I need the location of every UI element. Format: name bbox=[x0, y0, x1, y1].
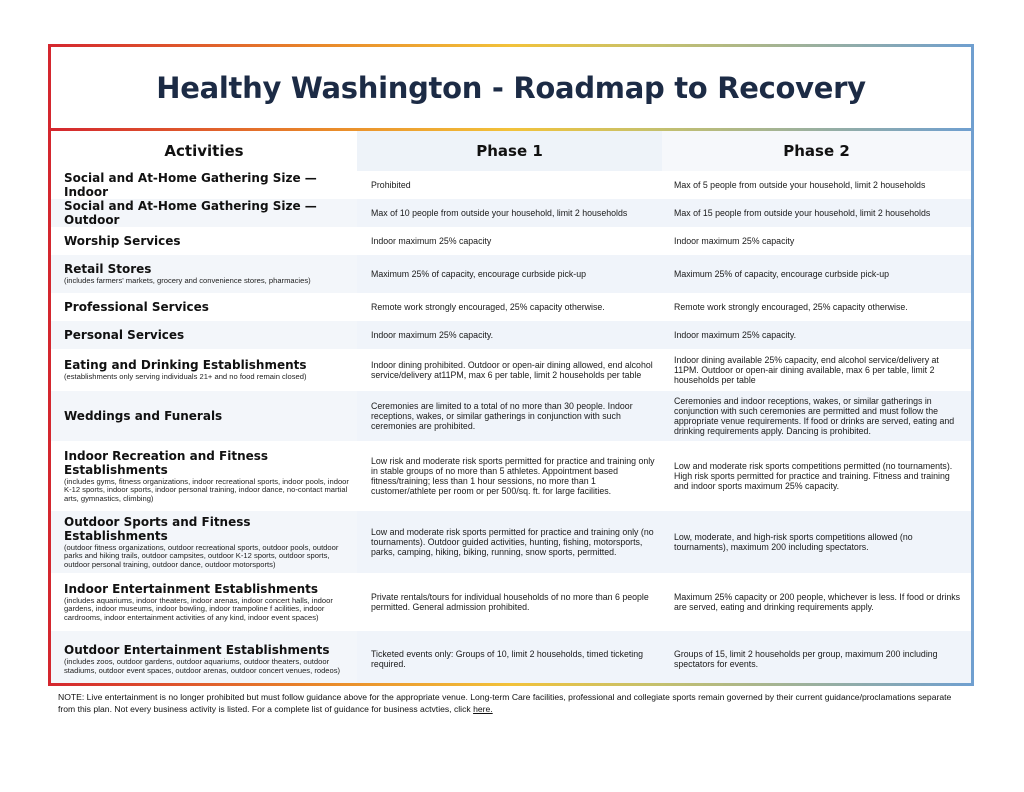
activity-cell bbox=[51, 349, 357, 391]
phase-1-text: Private rentals/tours for individual households of no more than 6 people permitted. General admission prohibited. bbox=[371, 591, 649, 612]
phase-2-cell bbox=[662, 171, 971, 199]
activity-name: Indoor Recreation and Fitness Establishments bbox=[64, 448, 269, 477]
activity-cell bbox=[51, 441, 357, 511]
phase-1-cell bbox=[357, 171, 662, 199]
activity-name: Social and At-Home Gathering Size — Outdoor bbox=[64, 199, 317, 227]
phase-2-text: Remote work strongly encouraged, 25% capacity otherwise. bbox=[674, 301, 908, 312]
phase-1-text: Prohibited bbox=[371, 179, 411, 190]
table-body bbox=[51, 171, 971, 683]
table-row bbox=[51, 573, 971, 631]
activity-cell bbox=[51, 255, 357, 293]
phase-1-cell bbox=[357, 293, 662, 321]
footnote bbox=[58, 692, 958, 715]
activity-cell bbox=[51, 511, 357, 573]
activity-cell bbox=[51, 391, 357, 441]
phase-1-cell bbox=[357, 441, 662, 511]
activity-cell bbox=[51, 227, 357, 255]
activity-cell bbox=[51, 321, 357, 349]
activity-name: Social and At-Home Gathering Size — Indoor bbox=[64, 171, 317, 199]
table-row bbox=[51, 511, 971, 573]
table-row bbox=[51, 391, 971, 441]
activity-name: Eating and Drinking Establishments bbox=[64, 358, 307, 373]
activity-cell bbox=[51, 573, 357, 631]
phase-2-cell bbox=[662, 391, 971, 441]
phase-1-text: Ticketed events only: Groups of 10, limit 2 households, timed ticketing required. bbox=[371, 648, 644, 669]
phase-2-cell bbox=[662, 199, 971, 227]
phase-2-text: Maximum 25% of capacity, encourage curbside pick-up bbox=[674, 268, 889, 279]
activity-name: Personal Services bbox=[64, 328, 185, 342]
table-row bbox=[51, 631, 971, 683]
table-row bbox=[51, 171, 971, 199]
table-row bbox=[51, 349, 971, 391]
phase-1-cell bbox=[357, 227, 662, 255]
activity-name: Retail Stores bbox=[64, 262, 152, 277]
activity-subtitle: (includes gyms, fitness organizations, indoor recreational sports, indoor pools, indoor K-12 sports, indoor sports, indoor personal training, indoor dance, no-contact martial arts, gymnastics, climbing) bbox=[64, 476, 349, 503]
phase-2-text: Indoor maximum 25% capacity bbox=[674, 235, 795, 246]
phase-1-cell bbox=[357, 199, 662, 227]
phase-1-text: Max of 10 people from outside your household, limit 2 households bbox=[371, 207, 628, 218]
phase-2-cell bbox=[662, 349, 971, 391]
table-header-row bbox=[51, 131, 971, 171]
table-row bbox=[51, 293, 971, 321]
activity-cell bbox=[51, 171, 357, 199]
phase-1-text: Low risk and moderate risk sports permitted for practice and training only in stable groups of no more than 5 athletes. Appointment based fitness/training; less than 1 hour sessions, no more than 1 customer/athlete per room or per 500/sq. ft. for large facilities. bbox=[371, 455, 655, 497]
phase-2-text: Low, moderate, and high-risk sports competitions allowed (no tournaments), maximum 200 including spectators. bbox=[674, 531, 913, 552]
activity-cell bbox=[51, 631, 357, 683]
phase-1-text: Indoor maximum 25% capacity bbox=[371, 235, 492, 246]
activity-name: Outdoor Sports and Fitness Establishments bbox=[64, 514, 251, 543]
phase-2-cell bbox=[662, 255, 971, 293]
phase-2-cell bbox=[662, 321, 971, 349]
phase-2-cell bbox=[662, 293, 971, 321]
phase-2-cell bbox=[662, 631, 971, 683]
header-phase-2: Phase 2 bbox=[662, 131, 971, 171]
phase-2-cell bbox=[662, 511, 971, 573]
roadmap-frame bbox=[48, 44, 974, 686]
activity-name: Outdoor Entertainment Establishments bbox=[64, 642, 330, 657]
phase-1-cell bbox=[357, 573, 662, 631]
phase-2-text: Indoor dining available 25% capacity, end alcohol service/delivery at 11PM. Outdoor or open-air dining available, max 6 per table, limit 2 households per table bbox=[674, 354, 939, 386]
activity-subtitle: (includes zoos, outdoor gardens, outdoor aquariums, outdoor theaters, outdoor stadiums, outdoor event spaces, outdoor arenas, outdoor concert venues, rodeos) bbox=[64, 656, 341, 675]
phase-2-text: Maximum 25% capacity or 200 people, whichever is less. If food or drinks are served, eating and drinking requirements apply. bbox=[674, 591, 961, 612]
phase-1-cell bbox=[357, 255, 662, 293]
activity-subtitle: (includes aquariums, indoor theaters, indoor arenas, indoor concert halls, indoor gardens, indoor museums, indoor bowling, indoor trampoline f acilities, indoor cardrooms, indoor entertainment activities of any kind, indoor event spaces) bbox=[64, 595, 333, 622]
phase-1-cell bbox=[357, 511, 662, 573]
table-row bbox=[51, 199, 971, 227]
phase-1-text: Indoor maximum 25% capacity. bbox=[371, 329, 494, 340]
activity-subtitle: (includes farmers' markets, grocery and convenience stores, pharmacies) bbox=[64, 276, 311, 286]
phase-1-text: Remote work strongly encouraged, 25% capacity otherwise. bbox=[371, 301, 605, 312]
phase-1-cell bbox=[357, 631, 662, 683]
phase-2-text: Indoor maximum 25% capacity. bbox=[674, 329, 797, 340]
phase-1-cell bbox=[357, 321, 662, 349]
phase-2-cell bbox=[662, 441, 971, 511]
activity-name: Weddings and Funerals bbox=[64, 409, 223, 423]
table-row bbox=[51, 255, 971, 293]
roadmap-inner bbox=[51, 47, 971, 683]
phase-1-text: Indoor dining prohibited. Outdoor or open-air dining allowed, end alcohol service/delivery at11PM, max 6 per table, limit 2 households per table bbox=[371, 359, 653, 380]
phase-2-text: Ceremonies and indoor receptions, wakes, or similar gatherings in conjunction with such ceremonies are permitted and must follow the appropriate venue requirements. If food or drinks are served, eating and drinking requirements apply. Dancing is prohibited. bbox=[674, 395, 955, 437]
activity-name: Worship Services bbox=[64, 234, 181, 248]
phase-1-text: Low and moderate risk sports permitted for practice and training only (no tournaments). Outdoor guided activities, hunting, fishing, motorsports, parks, camping, hiking, biking, running, snow sports, permitted. bbox=[371, 526, 654, 558]
phase-table bbox=[51, 131, 971, 683]
table-row bbox=[51, 321, 971, 349]
activity-name: Indoor Entertainment Establishments bbox=[64, 581, 319, 596]
page-title: Healthy Washington - Roadmap to Recovery bbox=[156, 70, 866, 105]
phase-1-text: Maximum 25% of capacity, encourage curbside pick-up bbox=[371, 268, 586, 279]
activity-subtitle: (establishments only serving individuals 21+ and no food remain closed) bbox=[64, 372, 307, 382]
header-phase-1: Phase 1 bbox=[357, 131, 662, 171]
phase-2-text: Low and moderate risk sports competitions permitted (no tournaments). High risk sports permitted for practice and training. Fitness and training and indoor sports maximum 25% capacity. bbox=[674, 460, 953, 492]
table-row bbox=[51, 441, 971, 511]
phase-2-cell bbox=[662, 227, 971, 255]
phase-2-text: Max of 15 people from outside your household, limit 2 households bbox=[674, 207, 931, 218]
header-activities: Activities bbox=[51, 131, 357, 171]
table-row bbox=[51, 227, 971, 255]
footnote-text: NOTE: Live entertainment is no longer prohibited but must follow guidance above for the appropriate venue. Long-term Care facilities, professional and collegiate sports remain governed by their current guidance/proclamations separate from this plan. Not every business activity is listed. For a complete list of guidance for business actvties, click bbox=[58, 692, 952, 714]
phase-1-text: Ceremonies are limited to a total of no more than 30 people. Indoor receptions, wakes, or similar gatherings in conjunction with such ceremonies are prohibited. bbox=[371, 400, 633, 432]
title-box bbox=[51, 47, 971, 128]
activity-cell bbox=[51, 199, 357, 227]
phase-1-cell bbox=[357, 391, 662, 441]
activity-name: Professional Services bbox=[64, 300, 209, 314]
activity-subtitle: (outdoor fitness organizations, outdoor recreational sports, outdoor pools, outdoor parks and hiking trails, outdoor campsites, outdoor K-12 sports, outdoor sports, outdoor personal training, outdoor dance, outdoor motorsports) bbox=[64, 542, 339, 569]
activity-cell bbox=[51, 293, 357, 321]
phase-2-cell bbox=[662, 573, 971, 631]
guidance-link[interactable]: here. bbox=[473, 703, 493, 714]
phase-1-cell bbox=[357, 349, 662, 391]
phase-2-text: Max of 5 people from outside your household, limit 2 households bbox=[674, 179, 926, 190]
phase-2-text: Groups of 15, limit 2 households per group, maximum 200 including spectators for events. bbox=[674, 648, 938, 669]
